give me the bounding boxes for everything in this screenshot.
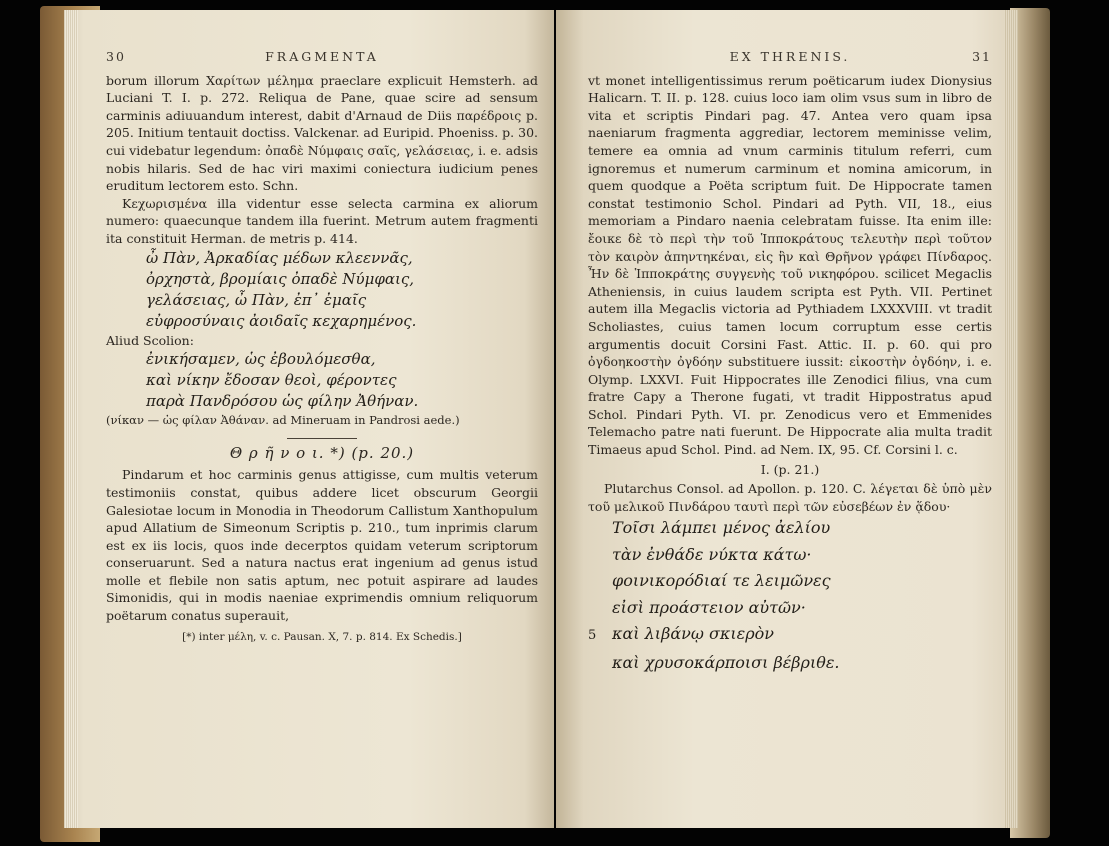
left-paragraph-2: Κεχωρισμένα illa videntur esse selecta carmina ex aliorum numero: quaecunque tandem illa fuerint. Metrum autem fragmenti ita constituit Herman. de metris p. 414. [106, 195, 538, 246]
left-footnote: [*) inter μέλη, v. c. Pausan. X, 7. p. 814. Ex Schedis.] [182, 630, 462, 643]
left-running-head: FRAGMENTA [265, 49, 379, 64]
verse-line: Τοῖσι λάμπει μένος ἀελίου [612, 518, 831, 538]
verse-note: (νίκαν — ὡς φίλαν Ἀθάναν. ad Mineruam in Pandrosi aede.) [106, 413, 460, 428]
page-edges-left [64, 10, 78, 828]
verse-line: καὶ λιβάνῳ σκιερὸν [612, 624, 775, 644]
verse-line: γελάσειας, ὦ Πὰν, ἐπ᾽ ἐμαῖς [146, 290, 367, 309]
verse-block-pan [146, 248, 538, 332]
verse-line: καὶ νίκην ἔδοσαν θεοὶ, φέροντες [146, 371, 397, 390]
left-page-number: 30 [106, 49, 126, 64]
verse-line: ὀρχηστὰ, βρομίαις ὀπαδὲ Νύμφαις, [146, 269, 415, 288]
left-paragraph-3: Pindarum et hoc carminis genus attigisse, cum multis veterum testimoniis constat, quibus addere licet obscurum Georgii Galesiotae locum in Monodia in Theodorum Callistum Xanthopulum apud Allatium de Simeonum Scriptis p. 210., tum inprimis clarum est ex iis locis, quos inde decerptos quidam veterum scriptorum conseruarunt. Sed a natura nactus erat ingenium ad genus istud molle et flebile non satis aptum, nec potuit aspirare ad laudes Simonidis, qui in modis naeniae exprimendis omnium reliquorum poëtarum conatus superauit, [106, 467, 538, 624]
verse-line-number: 5 [588, 628, 597, 644]
verse-line: καὶ χρυσοκάρποισι βέβριθε. [612, 652, 840, 672]
verse-line: ὦ Πὰν, Ἀρκαδίας μέδων κλεεννᾶς, [146, 248, 413, 267]
right-running-head: EX THRENIS. [729, 49, 851, 64]
verse-line: εἰσὶ προάστειον αὐτῶν· [612, 597, 806, 617]
right-paragraph-1: vt monet intelligentissimus rerum poëticarum iudex Dionysius Halicarn. T. II. p. 128. cuius loco iam olim vsus sum in libro de vita et scriptis Pindari pag. 47. Antea vero quam ipsa naeniarum fragmenta aggrediar, lectorem meminisse velim, temere ea omnia ad vnum carminis titulum referri, cum ignoremus et numerum carminum et nomina amicorum, in quem quodque a Poëta scriptum fuit. De Hippocrate tamen constat testimonio Schol. Pindari ad Pyth. VII, 18., eius memoriam a Pindaro naenia celebratam fuisse. Ita enim ille: ἔοικε δὲ τὸ περὶ τὴν τοῦ Ἱπποκράτους τελευτὴν περὶ τοῦτον τὸν καιρὸν ἀπηντηκέναι, εἰς ἣν καὶ Θρῆνον γράφει Πίνδαρος. Ἦν δὲ Ἱπποκράτης συγγενὴς τοῦ νικηφόρου. scilicet Megaclis Atheniensis, in cuius laudem scripta est Pyth. VII. Pertinet autem illa Megaclis victoria ad Pythiadem LXXXVIII. vt tradit Scholiastes, cuius tamen locum corruptum esse certis argumentis docuit Corsini Fast. Attic. II. p. 60. qui pro ὀγδοηκοστὴν ὀγδόην substituere iussit: εἰκοστὴν ὀγδόην, i. e. Olymp. LXXVI. Fuit Hippocrates ille Zenodici filius, vna cum fratre Capy a Therone fugati, vt tradit Hippostratus apud Schol. Pindari Pyth. VI. pr. Zenodicus vero et Emmenides Telemacho patre nati fuerunt. De Hippocrate alia multa tradit Timaeus apud Schol. Pind. ad Nem. IX, 95. Cf. Corsini l. c. [588, 72, 992, 458]
verse-line: εὐφροσύναις ἀοιδαῖς κεχαρημένος. [146, 311, 417, 330]
section-divider [287, 438, 357, 439]
verse-line-numbered [588, 621, 992, 650]
right-page-text [588, 48, 992, 676]
verse-line: φοινικορόδιαί τε λειμῶνες [612, 571, 831, 591]
section-title-threnoi: Θ ρ ῆ ν ο ι. *) (p. 20.) [229, 443, 415, 462]
left-running-header [106, 48, 538, 66]
left-paragraph-1: borum illorum Χαρίτων μέλημα praeclare explicuit Hemsterh. ad Luciani T. I. p. 272. Reliqua de Pane, quae scire ad sensum carminis adiuuandum interest, dabit d'Arnaud de Diis παρέδροις p. 205. Initium tentauit doctiss. Valckenar. ad Euripid. Phoeniss. p. 30. cui videbatur legendum: ὀπαδὲ Νύμφαις σαῖς, γελάσειας, i. e. adsis nobis hilaris. Sed de hac viri maximi coniectura iudicium penes eruditum lectorem esto. Schn. [106, 72, 538, 194]
verse-line: τὰν ἐνθάδε νύκτα κάτω· [612, 544, 812, 564]
scolion-label: Aliud Scolion: [106, 332, 194, 348]
right-running-header [588, 48, 992, 66]
left-page-text [106, 48, 538, 646]
section-heading-i: I. (p. 21.) [760, 461, 820, 477]
right-paragraph-2: Plutarchus Consol. ad Apollon. p. 120. C. λέγεται δὲ ὑπὸ μὲν τοῦ μελικοῦ Πινδάρου ταυτὶ περὶ τῶν εὐσεβέων ἐν ᾅδου· [588, 481, 992, 514]
verse-line: παρὰ Πανδρόσου ὡς φίλην Ἀθήναν. [146, 392, 419, 411]
verse-line: ἐνικήσαμεν, ὡς ἐβουλόμεσθα, [146, 350, 376, 369]
verse-block-scolion [146, 349, 538, 412]
right-page-number: 31 [972, 49, 992, 64]
page-edges-right [1004, 10, 1018, 828]
verse-block-pindar [588, 515, 992, 676]
